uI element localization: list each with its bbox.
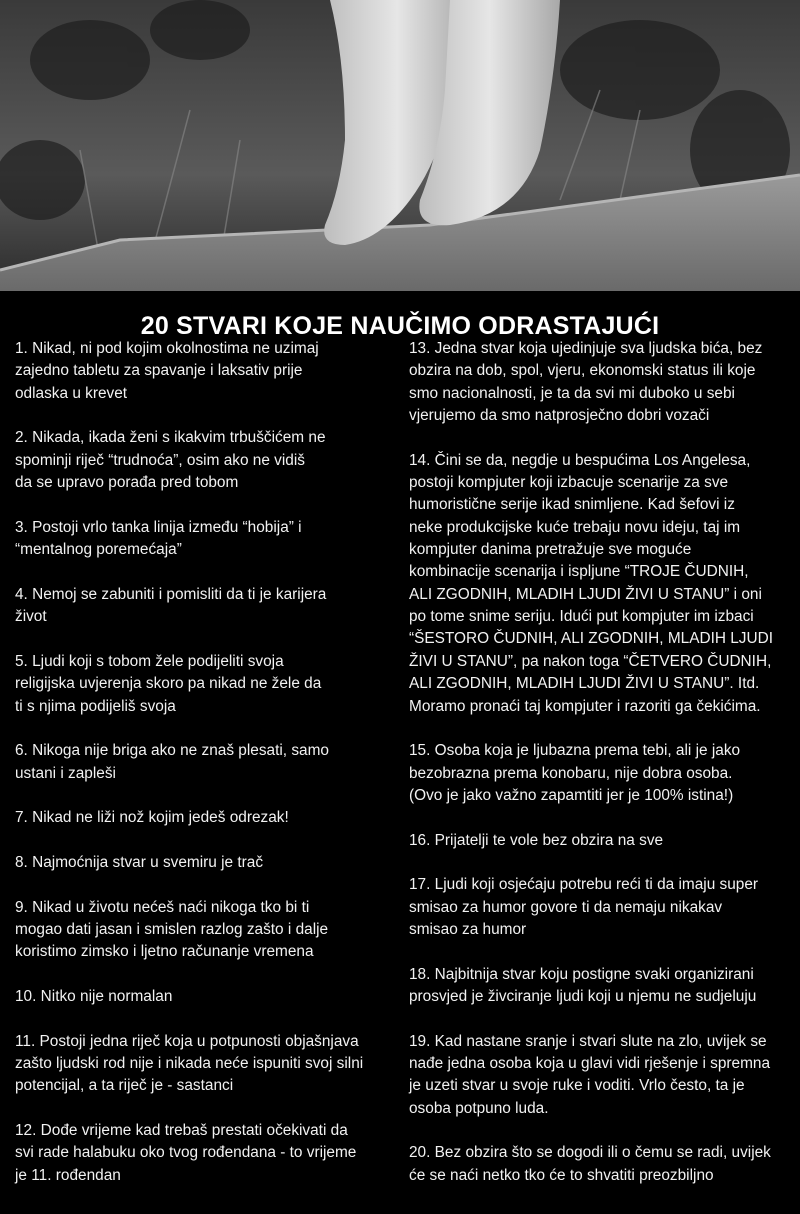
list-item-line: 10. Nitko nije normalan (15, 987, 173, 1005)
list-item-line: humoristične serije ikad snimljene. Kad šefovi iz (409, 496, 735, 514)
list-item (15, 807, 400, 829)
list-item (409, 1031, 800, 1120)
list-item-line: ALI ZGODNIH, MLADIH LJUDI ŽIVI U STANU” i oni (409, 585, 762, 603)
list-item-line: 1. Nikad, ni pod kojim okolnostima ne uzimaj (15, 340, 319, 357)
list-item-line: po tome snime seriju. Idući put kompjuter im izbaci (409, 608, 754, 626)
list-item-line: zašto ljudski rod nije i nikada neće ispuniti svoj silni (15, 1055, 364, 1072)
list-item (409, 450, 800, 718)
list-item (409, 964, 800, 1009)
list-item-line: 7. Nikad ne liži nož kojim jedeš odrezak! (15, 809, 289, 827)
list-item-line: “mentalnog poremećaja” (15, 541, 182, 559)
list-item (409, 740, 800, 807)
list-item-line: Moramo pronaći taj kompjuter i razoriti ga čekićima. (409, 697, 761, 715)
list-item-line: svi rade halabuku oko tvog rođendana - to vrijeme (15, 1144, 357, 1162)
list-item-line: kompjuter danima pretražuje sve moguće (409, 541, 692, 559)
list-item (15, 517, 400, 562)
list-item-line: ŽIVI U STANU”, pa nakon toga “ČETVERO ČUDNIH, (409, 652, 772, 670)
list-item-line: 14. Čini se da, negdje u bespućima Los Angelesa, (409, 451, 751, 469)
list-item-line: 20. Bez obzira što se dogodi ili o čemu se radi, uvijek (409, 1144, 771, 1162)
list-item-line: 2. Nikada, ikada ženi s ikakvim trbuščićem ne (15, 429, 326, 447)
list-item (409, 874, 800, 941)
list-item-line: 18. Najbitnija stvar koju postigne svaki organizirani (409, 965, 754, 983)
list-item-line: 16. Prijatelji te vole bez obzira na sve (409, 831, 664, 849)
list-item-line: neke produkcijske kuće trebaju novu ideju, taj im (409, 518, 741, 536)
header-photo-feet-on-stone (0, 0, 800, 291)
list-item-line: život (15, 608, 47, 626)
right-column-list (409, 338, 800, 1209)
list-item-line: će se naći netko tko će to shvatiti preozbiljno (409, 1166, 714, 1184)
list-item (15, 852, 400, 874)
list-item-line: obzira na dob, spol, vjeru, ekonomski status ili koje (409, 362, 756, 380)
list-item-line: zajedno tabletu za spavanje i laksativ prije (15, 362, 303, 380)
list-item (409, 1142, 800, 1187)
list-item-line: smo nacionalnosti, je ta da svi mi duboko u sebi (409, 384, 735, 402)
list-item-line: 6. Nikoga nije briga ako ne znaš plesati, samo (15, 742, 329, 760)
list-item-line: 17. Ljudi koji osjećaju potrebu reći ti da imaju super (409, 876, 759, 894)
list-item-line: 5. Ljudi koji s tobom žele podijeliti svoja (15, 652, 284, 670)
list-item-line: (Ovo je jako važno zapamtiti jer je 100% istina!) (409, 786, 734, 804)
list-item-line: 3. Postoji vrlo tanka linija između “hobija” i (15, 518, 302, 536)
list-item-line: postoji kompjuter koji izbacuje scenarije za sve (409, 474, 729, 492)
list-item (15, 897, 400, 964)
list-item-line: 12. Dođe vrijeme kad trebaš prestati očekivati da (15, 1122, 348, 1140)
list-item (15, 584, 400, 629)
list-item-line: bezobrazna prema konobaru, nije dobra osoba. (409, 764, 733, 782)
list-item-line: 9. Nikad u životu nećeš naći nikoga tko bi ti (15, 898, 310, 916)
list-item-line: 8. Najmoćnija stvar u svemiru je trač (15, 853, 264, 871)
list-item (15, 740, 400, 785)
list-item (15, 1031, 400, 1098)
list-item-line: nađe jedna osoba koja u glavi vidi rješenje i spremna (409, 1055, 771, 1072)
list-item-line: 15. Osoba koja je ljubazna prema tebi, ali je jako (409, 742, 741, 760)
list-item-line: mogao dati jasan i smislen razlog zašto i dalje (15, 920, 329, 938)
list-item-line: prosvjed je živciranje ljudi koji u njemu ne sudjeluju (409, 987, 757, 1005)
list-item (409, 830, 800, 852)
left-column-list (15, 338, 400, 1209)
list-item-line: 19. Kad nastane sranje i stvari slute na zlo, uvijek se (409, 1032, 767, 1050)
list-item-line: ALI ZGODNIH, MLADIH LJUDI ŽIVI U STANU”. Itd. (409, 675, 760, 693)
list-item-line: da se upravo porađa pred tobom (15, 474, 239, 492)
list-item-line: koristimo zimsko i ljetno računanje vremena (15, 943, 314, 961)
list-item (15, 1120, 400, 1187)
list-item (409, 338, 800, 427)
list-item-line: kombinacije scenarija i ispljune “TROJE ČUDNIH, (409, 563, 749, 581)
list-item-line: odlaska u krevet (15, 384, 128, 402)
list-item-line: vjerujemo da smo natprosječno dobri vozači (409, 407, 710, 425)
list-item-line: smisao za humor (409, 920, 527, 938)
list-item-line: religijska uvjerenja skoro pa nikad ne žele da (15, 675, 322, 693)
list-item-line: 13. Jedna stvar koja ujedinjuje sva ljudska bića, bez (409, 340, 763, 357)
list-item-line: ustani i zapleši (15, 764, 116, 782)
list-item-line: ti s njima podijeliš svoja (15, 697, 176, 715)
list-item-line: je 11. rođendan (15, 1166, 121, 1184)
list-item-line: osoba potpuno luda. (409, 1099, 549, 1117)
list-item-line: je uzeti stvar u svoje ruke i voditi. Vrlo često, ta je (409, 1077, 745, 1095)
page-title: 20 STVARI KOJE NAUČIMO ODRASTAJUĆI (140, 312, 660, 340)
list-item-line: “ŠESTORO ČUDNIH, ALI ZGODNIH, MLADIH LJUDI (409, 630, 774, 648)
list-item (15, 651, 400, 718)
list-item-line: 4. Nemoj se zabuniti i pomisliti da ti je karijera (15, 585, 327, 603)
list-item-line: spominji riječ “trudnoća”, osim ako ne vidiš (15, 451, 305, 469)
list-item-line: potencijal, a ta riječ je - sastanci (15, 1077, 234, 1095)
list-item (15, 986, 400, 1008)
list-item (15, 338, 400, 405)
list-item-line: 11. Postoji jedna riječ koja u potpunosti objašnjava (15, 1032, 359, 1050)
list-item-line: smisao za humor govore ti da nemaju nikakav (409, 898, 723, 916)
list-item (15, 427, 400, 494)
